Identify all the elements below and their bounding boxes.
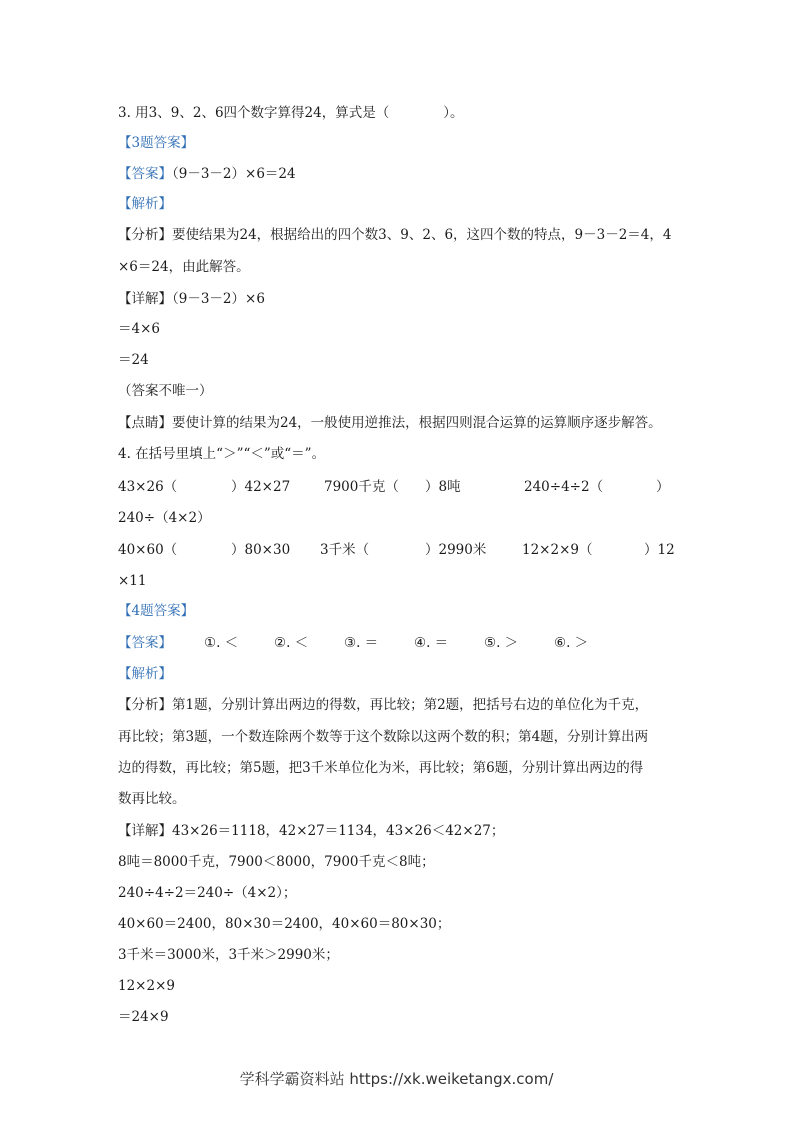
q4-answer-6: ⑥. ＞ bbox=[554, 635, 589, 651]
q3-answer-line bbox=[118, 164, 296, 184]
q4-r1-a2: ）42×27 bbox=[231, 479, 291, 495]
q4-fenxi-1: 【分析】第1题，分别计算出两边的得数，再比较；第2题，把括号右边的单位化为千克， bbox=[118, 697, 649, 713]
q4-fenxi-2: 再比较；第3题，一个数连除两个数等于这个数除以这两个数的积；第4题，分别计算出两 bbox=[118, 729, 649, 745]
q3-note: （答案不唯一） bbox=[118, 383, 213, 399]
q4-row-2 bbox=[118, 540, 678, 560]
q4-r2-a2: ）80×30 bbox=[231, 542, 291, 558]
q4-xiangjie-1: 【详解】43×26＝1118，42×27＝1134，43×26＜42×27； bbox=[118, 823, 505, 839]
q3-xiangjie-3: ＝24 bbox=[118, 352, 149, 368]
q4-answer-1: ①. ＜ bbox=[204, 635, 239, 651]
q4-answer-row bbox=[118, 633, 678, 653]
q3-answer-tag: 【答案】 bbox=[118, 166, 172, 182]
q4-xiangjie-3: 240÷4÷2＝240÷（4×2）； bbox=[118, 885, 297, 901]
q4-r1-c2: ） bbox=[656, 479, 670, 495]
q3-fenxi-2: ×6＝24，由此解答。 bbox=[118, 259, 250, 275]
q4-r2-c1: 12×2×9（ bbox=[522, 542, 593, 558]
q4-r1-c1: 240÷4÷2（ bbox=[524, 479, 604, 495]
q4-r1-a1: 43×26（ bbox=[118, 479, 178, 495]
q4-row-2-wrap: ×11 bbox=[118, 573, 147, 589]
q4-question: 4. 在括号里填上“＞”“＜”或“＝”。 bbox=[118, 446, 326, 462]
q4-xiangjie-5: 3千米＝3000米，3千米＞2990米； bbox=[118, 947, 339, 963]
q4-row-1 bbox=[118, 477, 678, 497]
q4-answer-5: ⑤. ＞ bbox=[484, 635, 519, 651]
q4-answer-2: ②. ＜ bbox=[274, 635, 309, 651]
q4-xiangjie-2: 8吨＝8000千克，7900＜8000，7900千克＜8吨； bbox=[118, 854, 435, 870]
q4-answer-title: 【4题答案】 bbox=[118, 603, 195, 619]
q4-r1-b1: 7900千克（ bbox=[324, 479, 399, 495]
q4-r2-a1: 40×60（ bbox=[118, 542, 178, 558]
q4-xiangjie-4: 40×60＝2400，80×30＝2400，40×60＝80×30； bbox=[118, 916, 451, 932]
q4-answer-4: ④. ＝ bbox=[414, 635, 449, 651]
q4-r2-c2: ）12 bbox=[644, 542, 675, 558]
q4-xiangjie-7: ＝24×9 bbox=[118, 1009, 169, 1025]
q4-fenxi-3: 边的得数，再比较；第5题，把3千米单位化为米，再比较；第6题，分别计算出两边的得 bbox=[118, 760, 644, 776]
q4-xiangjie-6: 12×2×9 bbox=[118, 978, 175, 994]
q4-row-1-wrap: 240÷（4×2） bbox=[118, 510, 211, 526]
q3-answer-title: 【3题答案】 bbox=[118, 135, 195, 151]
q4-analysis-title: 【解析】 bbox=[118, 666, 172, 682]
q3-xiangjie-1: 【详解】（9－3－2）×6 bbox=[118, 291, 265, 307]
q4-answer-tag: 【答案】 bbox=[118, 635, 172, 651]
q4-r2-b1: 3千米（ bbox=[320, 542, 370, 558]
q4-answer-3: ③. ＝ bbox=[344, 635, 379, 651]
footer-watermark: 学科学霸资料站 https://xk.weiketangx.com/ bbox=[239, 1070, 554, 1088]
q4-r1-b2: ）8吨 bbox=[425, 479, 461, 495]
q3-fenxi-1: 【分析】要使结果为24，根据给出的四个数3、9、2、6，这四个数的特点，9－3－2＝4，4 bbox=[118, 227, 672, 243]
q3-xiangjie-2: ＝4×6 bbox=[118, 321, 160, 337]
q4-fenxi-4: 数再比较。 bbox=[118, 791, 186, 807]
q3-answer: （9－3－2）×6＝24 bbox=[172, 166, 296, 182]
q4-r2-b2: ）2990米 bbox=[425, 542, 487, 558]
q3-dianjing: 【点睛】要使计算的结果为24，一般使用逆推法，根据四则混合运算的运算顺序逐步解答。 bbox=[118, 415, 662, 431]
q3-analysis-title: 【解析】 bbox=[118, 196, 172, 212]
q3-question: 3. 用3、9、2、6四个数字算得24，算式是（ ）。 bbox=[118, 105, 464, 121]
